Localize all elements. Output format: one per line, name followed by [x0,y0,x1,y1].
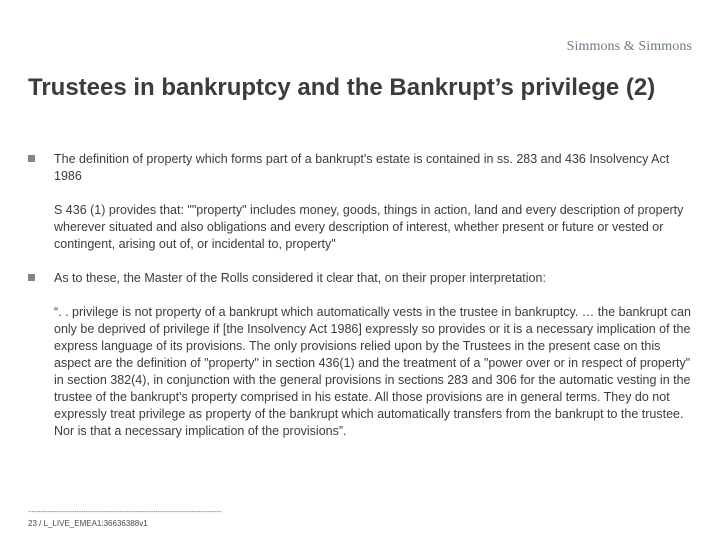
slide-title: Trustees in bankruptcy and the Bankrupt’s privilege (2) [28,74,656,101]
bullet-text-1: The definition of property which forms part of a bankrupt's estate is contained in ss. 283 and 436 Insolvency Act 1986 [54,152,670,183]
company-logo: Simmons & Simmons [566,39,692,54]
quoted-judgment: “. . privilege is not property of a bankrupt which automatically vests in the trustee in bankruptcy. … the bankrupt can only be deprived of privilege if [the Insolvency Act 1986] expressly so provides or it is a necessary implication of the express language of its provisions. The only provisions relied upon by the Trustees in the present case on this aspect are the definition of "property" in section 436(1) and the treatment of a "power over or in respect of property" in section 382(4), in conjunction with the general provisions in sections 283 and 306 for the automatic vesting in the trustee of the bankrupt's property comprised in his estate. All those provisions are in general terms. They do not expressly treat privilege as property of the bankrupt which automatically transfers from the bankrupt to the trustee. Nor is that a necessary implication of the provisions”. [54,305,691,438]
bullet-marker-2 [28,274,35,281]
footer-document-ref: 23 / L_LIVE_EMEA1:36636388v1 [28,519,148,528]
bullet-text-2: As to these, the Master of the Rolls considered it clear that, on their proper interpretation: [54,271,546,285]
bullet-marker-1 [28,155,35,162]
footer-copyright-line: ▪▪▪▪▪▪▪▪▪▪▪▪▪▪▪▪▪▪▪▪▪▪▪▪▪▪▪▪▪▪▪▪▪▪▪▪▪▪▪▪▪▪▪▪▪▪▪▪▪▪▪▪▪▪▪▪▪▪▪▪▪▪▪▪▪▪▪▪▪▪▪▪▪▪▪▪▪▪▪▪▪▪▪▪▪▪▪▪▪▪▪▪▪▪▪▪▪▪▪▪▪▪▪▪▪▪▪▪ [28,509,222,514]
sub-paragraph: S 436 (1) provides that: ""property" includes money, goods, things in action, land and every description of property wherever situated and also obligations and every description of interest, whether present or future or vested or contingent, arising out of, or incidental to, property" [54,203,684,251]
